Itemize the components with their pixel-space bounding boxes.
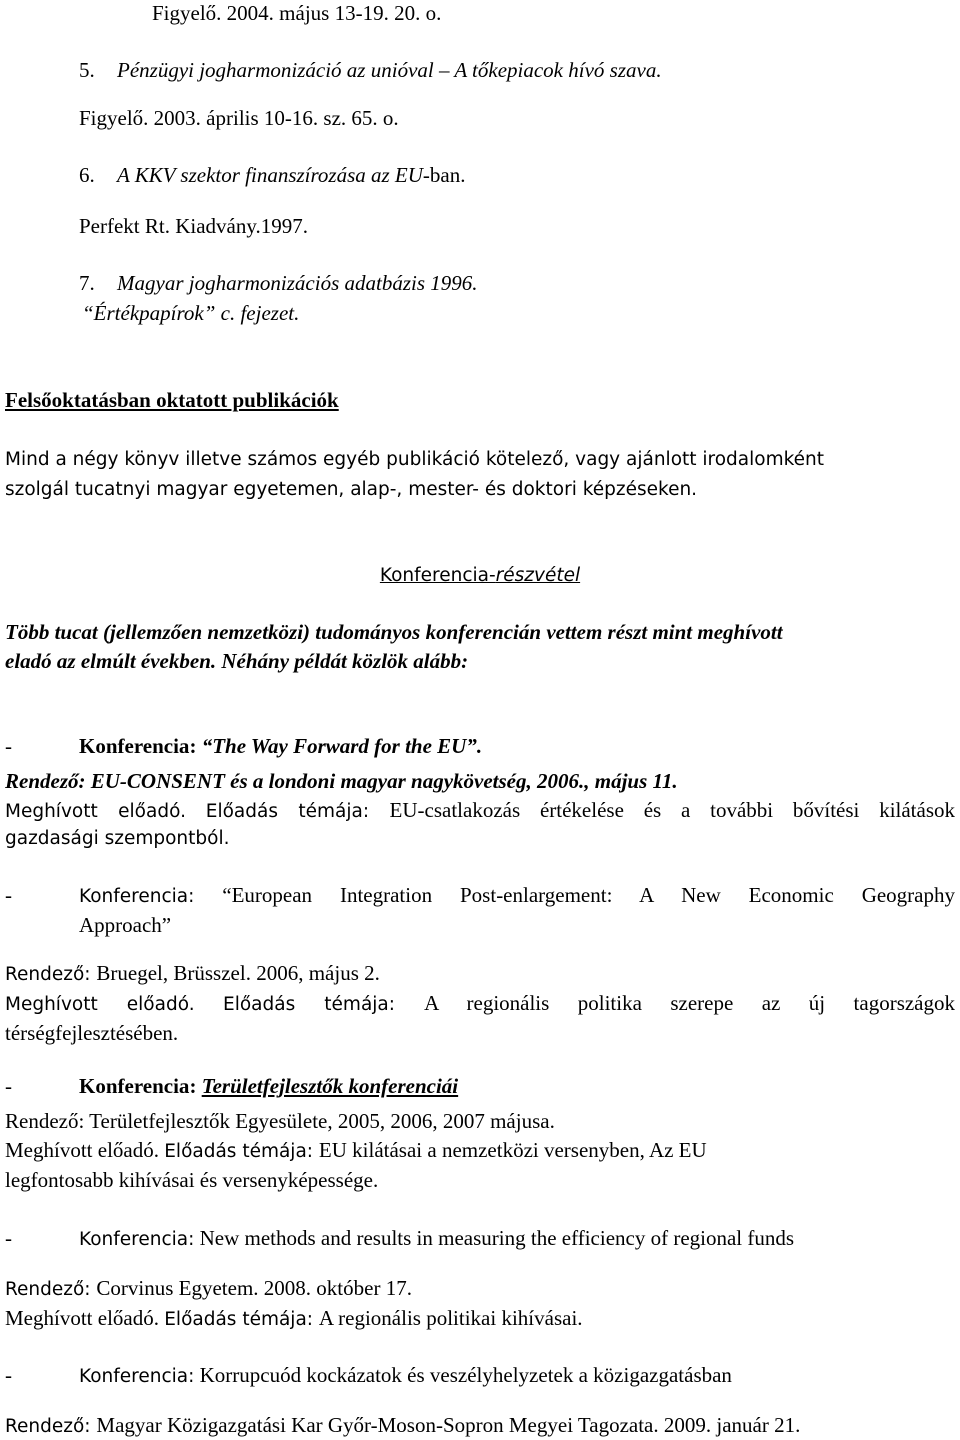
conference-title-line [79, 733, 482, 759]
topic-label: Előadás témája: [164, 1309, 319, 1330]
conference-item [5, 1225, 12, 1251]
invited-speaker: Meghívott előadó. [5, 801, 186, 822]
paragraph-line: Több tucat (jellemzően nemzetközi) tudományos konferencián vettem részt mint meghívott [5, 620, 783, 644]
reference-item-7 [79, 270, 478, 296]
conference-label: Konferencia: [79, 1366, 195, 1387]
conference-title-line [79, 1073, 458, 1099]
list-dash: - [5, 734, 12, 758]
intro-text: Néhány példát közlök alább: [221, 649, 469, 673]
conference-topic-line: gazdasági szempontból. [5, 828, 230, 849]
reference-number: 6. [79, 163, 95, 187]
conference-topic-line [5, 990, 955, 1018]
paragraph-line: szolgál tucatnyi magyar egyetemen, alap-, mester- és doktori képzéseken. [5, 479, 698, 500]
reference-subtitle [82, 300, 299, 326]
reference-source-line: Figyelő. 2003. április 10-16. sz. 65. o. [79, 106, 399, 130]
section-heading-publications: Felsőoktatásban oktatott publikációk [5, 388, 339, 412]
organizer-label: Rendező: [5, 1416, 97, 1437]
conference-title: Területfejlesztők konferenciái [201, 1074, 459, 1098]
reference-item-6 [79, 162, 465, 188]
topic-text: EU kilátásai a nemzetközi versenyben, Az EU [318, 1138, 707, 1162]
heading-part-italic: részvétel [495, 565, 581, 586]
conference-title: “The Way Forward for the EU”. [201, 734, 483, 758]
conference-topic-line: legfontosabb kihívásai és versenyképessége. [5, 1168, 379, 1192]
organizer-text: Corvinus Egyetem. 2008. október 17. [96, 1276, 412, 1300]
conference-title-line [79, 1225, 794, 1253]
conference-organizer: Rendező: Területfejlesztők Egyesülete, 2005, 2006, 2007 májusa. [5, 1109, 555, 1133]
conference-label: Konferencia: [79, 886, 195, 907]
invited-speaker: Meghívott előadó. [5, 1138, 159, 1162]
conference-topic-line [5, 1305, 583, 1333]
conference-label: Konferencia [79, 734, 190, 758]
topic-label: Előadás témája: [223, 994, 425, 1015]
conference-item [5, 733, 12, 759]
conference-organizer [5, 1275, 412, 1303]
conference-item [5, 1362, 12, 1388]
conference-topic-line [5, 797, 955, 825]
organizer-label: Rendező: [5, 1279, 97, 1300]
reference-source-line: Perfekt Rt. Kiadvány.1997. [79, 214, 309, 238]
invited-speaker: Meghívott előadó. [5, 1306, 159, 1330]
list-dash: - [5, 1226, 12, 1250]
list-dash: - [5, 883, 12, 907]
organizer-text: Magyar Közigazgatási Kar Győr-Moson-Sopron Megyei Tagozata. 2009. január 21. [96, 1413, 801, 1437]
reference-subtitle-quote: “Értékpapírok” [82, 301, 216, 325]
conference-title-line [79, 882, 955, 910]
reference-source-line: Figyelő. 2004. május 13-19. 20. o. [152, 1, 442, 25]
conference-title: New methods and results in measuring the efficiency of regional funds [199, 1226, 795, 1250]
conference-item [5, 1073, 12, 1099]
conference-item [5, 882, 12, 908]
conference-label: Konferencia [79, 1074, 190, 1098]
reference-item-5 [79, 57, 662, 83]
conference-topic-line: térségfejlesztésében. [5, 1021, 179, 1045]
organizer-label: Rendező: [5, 964, 97, 985]
conference-title-line: Approach” [79, 913, 172, 937]
reference-title: Pénzügyi jogharmonizáció az unióval – A tőkepiacok hívó szava. [117, 58, 662, 82]
topic-text: A regionális politika szerepe az új tagországok [424, 991, 956, 1015]
topic-text: A regionális politikai kihívásai. [318, 1306, 583, 1330]
organizer-text: Bruegel, Brüsszel. 2006, május 2. [96, 961, 380, 985]
reference-number: 5. [79, 58, 95, 82]
reference-title: A KKV szektor finanszírozása az EU- [117, 163, 430, 187]
heading-part: Konferencia- [379, 565, 496, 586]
reference-title-suffix: ban. [429, 163, 466, 187]
invited-speaker: Meghívott előadó. [5, 994, 195, 1015]
conference-title-line [79, 1362, 732, 1390]
paragraph-line [5, 648, 468, 674]
list-dash: - [5, 1074, 12, 1098]
conference-label: Konferencia: [79, 1229, 195, 1250]
topic-label: Előadás témája: [205, 801, 390, 822]
conference-organizer: Rendező: EU-CONSENT és a londoni magyar nagykövetség, 2006., május 11. [5, 769, 678, 793]
reference-number: 7. [79, 271, 95, 295]
topic-text: EU-csatlakozás értékelése és a további bővítési kilátások [389, 798, 956, 822]
list-dash: - [5, 1363, 12, 1387]
intro-text: eladó az elmúlt években. [5, 649, 222, 673]
conference-colon: : [189, 1074, 202, 1098]
conference-organizer [5, 1412, 800, 1440]
conference-title: Korrupcuód kockázatok és veszélyhelyzetek a közigazgatásban [199, 1363, 732, 1387]
conference-topic-line [5, 1137, 707, 1165]
reference-title: Magyar jogharmonizációs adatbázis 1996. [117, 271, 478, 295]
conference-title: “European Integration Post-enlargement: A New Economic Geography [222, 883, 955, 907]
conference-organizer [5, 960, 380, 988]
topic-label: Előadás témája: [164, 1141, 319, 1162]
reference-subtitle-rest: c. fejezet. [215, 301, 300, 325]
conference-colon: : [189, 734, 202, 758]
section-heading-conferences [0, 563, 960, 589]
paragraph-line: Mind a négy könyv illetve számos egyéb publikáció kötelező, vagy ajánlott irodalomként [5, 449, 825, 470]
